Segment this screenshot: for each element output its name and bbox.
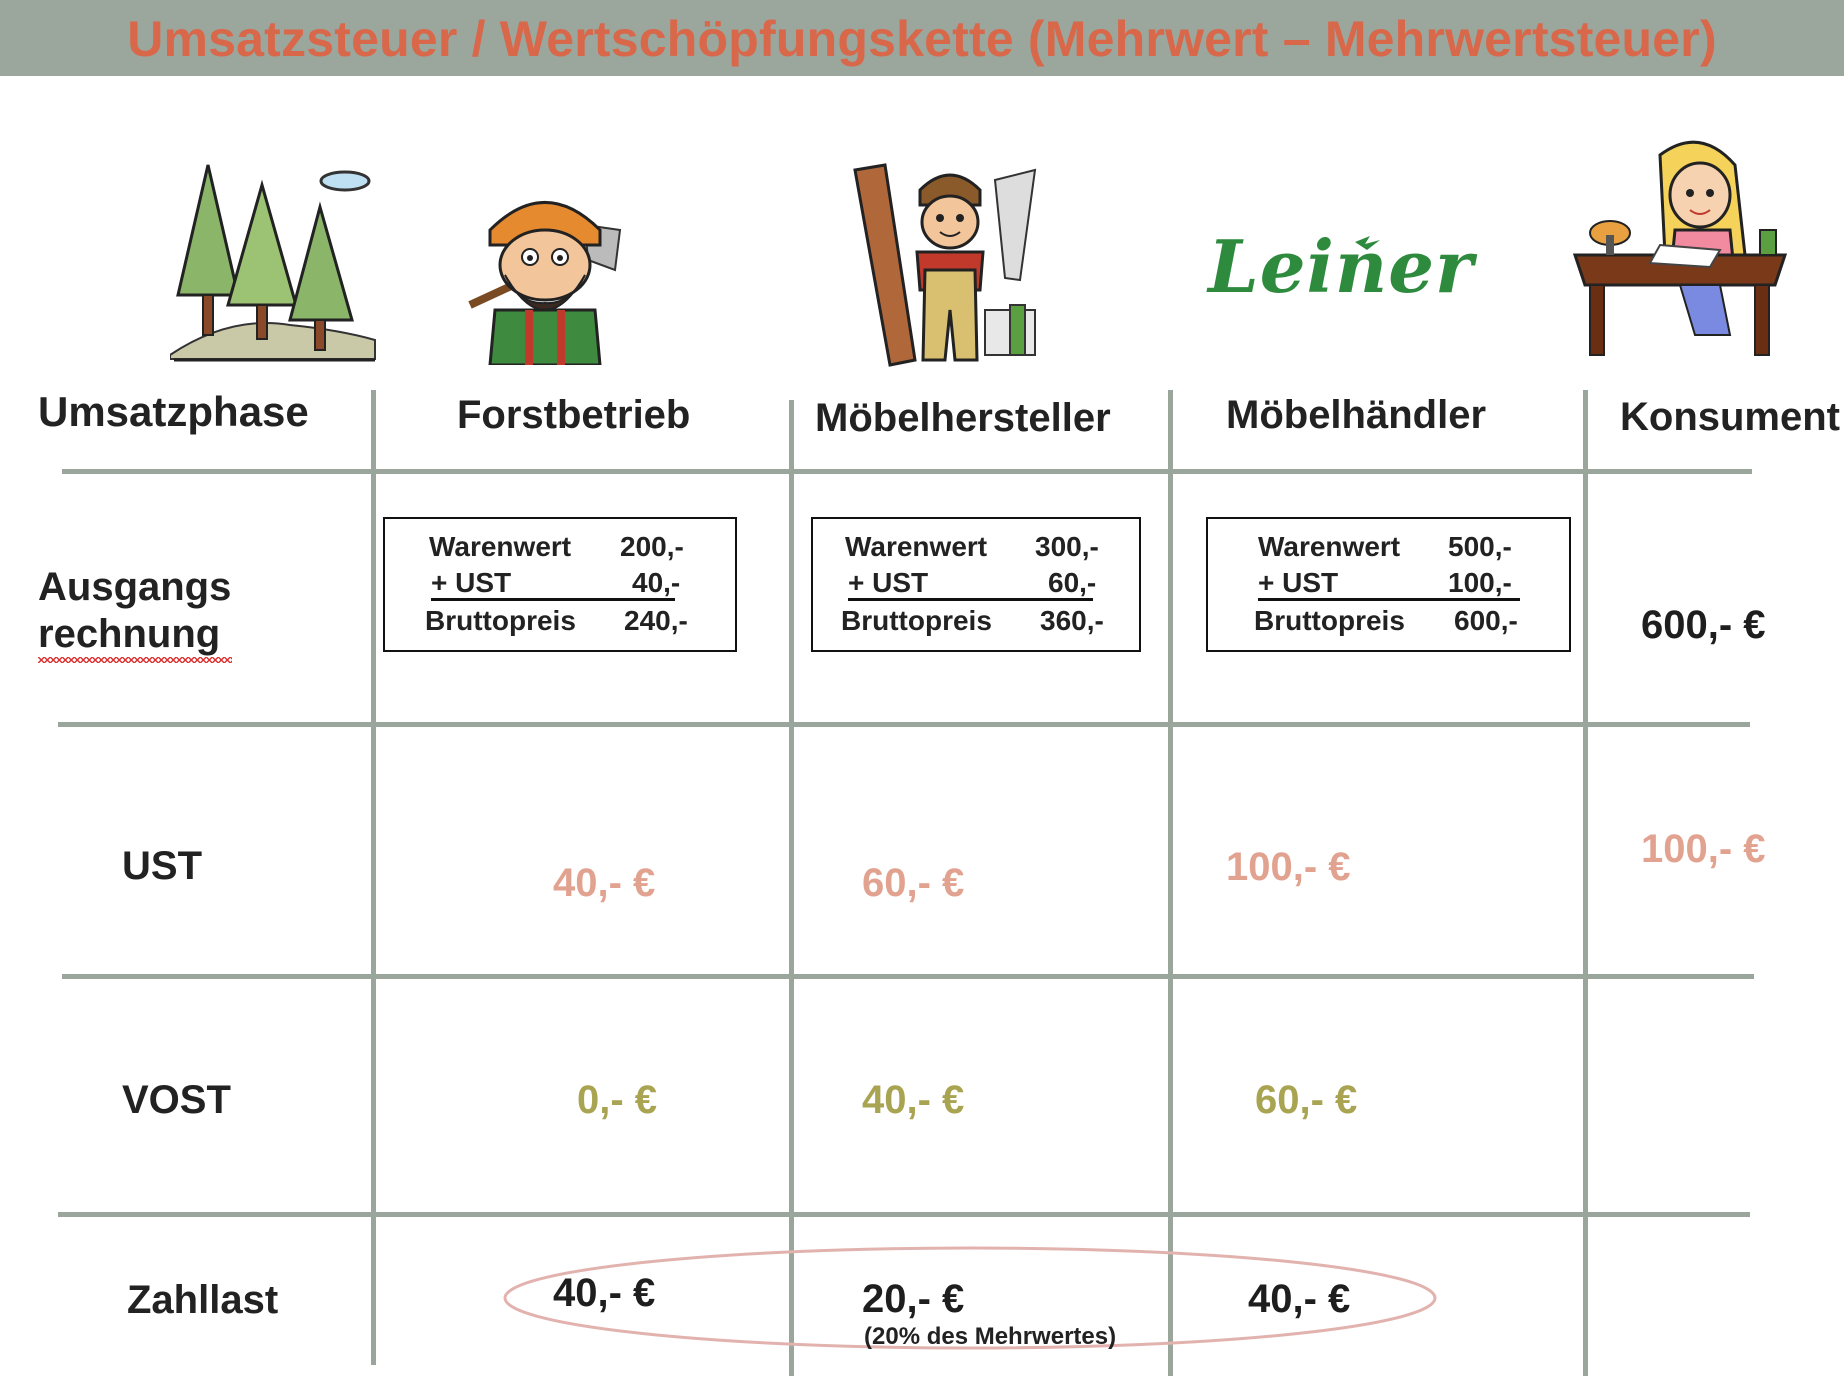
invoice-box-moebelhersteller xyxy=(811,517,1141,652)
invoice-value-ust: 40,- xyxy=(632,567,681,598)
invoice-value-ust: 60,- xyxy=(1048,567,1097,598)
invoice-value-warenwert: 300,- xyxy=(1035,531,1099,562)
row-divider xyxy=(62,469,1752,474)
invoice-label-warenwert: Warenwert xyxy=(845,531,988,562)
zahllast-value-forstbetrieb: 40,- € xyxy=(553,1271,656,1315)
spellcheck-underline xyxy=(38,657,232,663)
invoice-sum-line xyxy=(848,598,1093,601)
invoice-label-warenwert: Warenwert xyxy=(1258,531,1401,562)
column-divider xyxy=(371,390,376,1365)
vost-value-moebelhaendler: 60,- € xyxy=(1255,1078,1358,1122)
invoice-sum-line xyxy=(431,598,675,601)
invoice-label-brutto: Bruttopreis xyxy=(1254,605,1405,636)
invoice-label-brutto: Bruttopreis xyxy=(425,605,576,636)
invoice-value-warenwert: 500,- xyxy=(1448,531,1512,562)
zahllast-note-moebelhersteller: (20% des Mehrwertes) xyxy=(864,1323,1117,1350)
forest-illustration xyxy=(170,155,380,365)
column-header-moebelhersteller: Möbelhersteller xyxy=(815,396,1111,440)
column-header-konsument: Konsument xyxy=(1620,395,1840,439)
row-label-ust: UST xyxy=(122,844,202,888)
logo-text: Leiner xyxy=(1208,224,1474,309)
invoice-label-ust: + UST xyxy=(431,567,512,598)
invoice-value-ust: 100,- xyxy=(1448,567,1512,598)
invoice-box-forstbetrieb xyxy=(383,517,737,652)
konsument-ausgang-value: 600,- € xyxy=(1641,603,1766,647)
ust-value-moebelhersteller: 60,- € xyxy=(862,861,965,905)
zahllast-value-moebelhersteller: 20,- € xyxy=(862,1277,965,1321)
lumberjack-illustration xyxy=(460,185,630,365)
column-header-forstbetrieb: Forstbetrieb xyxy=(457,393,691,437)
row-label-ausgangsrechnung-line2: rechnung xyxy=(38,612,221,656)
invoice-value-brutto: 240,- xyxy=(624,605,688,636)
ust-value-moebelhaendler: 100,- € xyxy=(1226,845,1351,889)
row-divider xyxy=(62,974,1754,979)
leiner-logo xyxy=(1205,222,1477,312)
invoice-sum-line xyxy=(1258,598,1520,601)
invoice-label-ust: + UST xyxy=(848,567,929,598)
invoice-label-warenwert: Warenwert xyxy=(429,531,572,562)
zahllast-value-moebelhaendler: 40,- € xyxy=(1248,1277,1351,1321)
invoice-label-brutto: Bruttopreis xyxy=(841,605,992,636)
carpenter-illustration xyxy=(845,160,1060,370)
row-label-vost: VOST xyxy=(122,1078,231,1122)
row-divider xyxy=(58,1212,1750,1217)
invoice-value-brutto: 360,- xyxy=(1040,605,1104,636)
column-divider xyxy=(1168,390,1173,1376)
row-divider xyxy=(58,722,1750,727)
row-label-zahllast: Zahllast xyxy=(127,1278,279,1322)
invoice-box-moebelhaendler xyxy=(1206,517,1571,652)
invoice-label-ust: + UST xyxy=(1258,567,1339,598)
column-header-moebelhaendler: Möbelhändler xyxy=(1226,393,1487,437)
invoice-value-brutto: 600,- xyxy=(1454,605,1518,636)
row-label-ausgangsrechnung-line1: Ausgangs xyxy=(38,565,232,609)
vost-value-moebelhersteller: 40,- € xyxy=(862,1078,965,1122)
page-title: Umsatzsteuer / Wertschöpfungskette (Mehrwert – Mehrwertsteuer) xyxy=(127,11,1717,67)
ust-value-forstbetrieb: 40,- € xyxy=(553,861,656,905)
ust-value-konsument: 100,- € xyxy=(1641,827,1766,871)
column-divider xyxy=(1583,390,1588,1376)
vost-value-forstbetrieb: 0,- € xyxy=(577,1078,658,1122)
consumer-girl-illustration xyxy=(1570,135,1790,365)
invoice-value-warenwert: 200,- xyxy=(620,531,684,562)
row-label-umsatzphase: Umsatzphase xyxy=(38,388,309,435)
column-divider xyxy=(789,400,794,1376)
